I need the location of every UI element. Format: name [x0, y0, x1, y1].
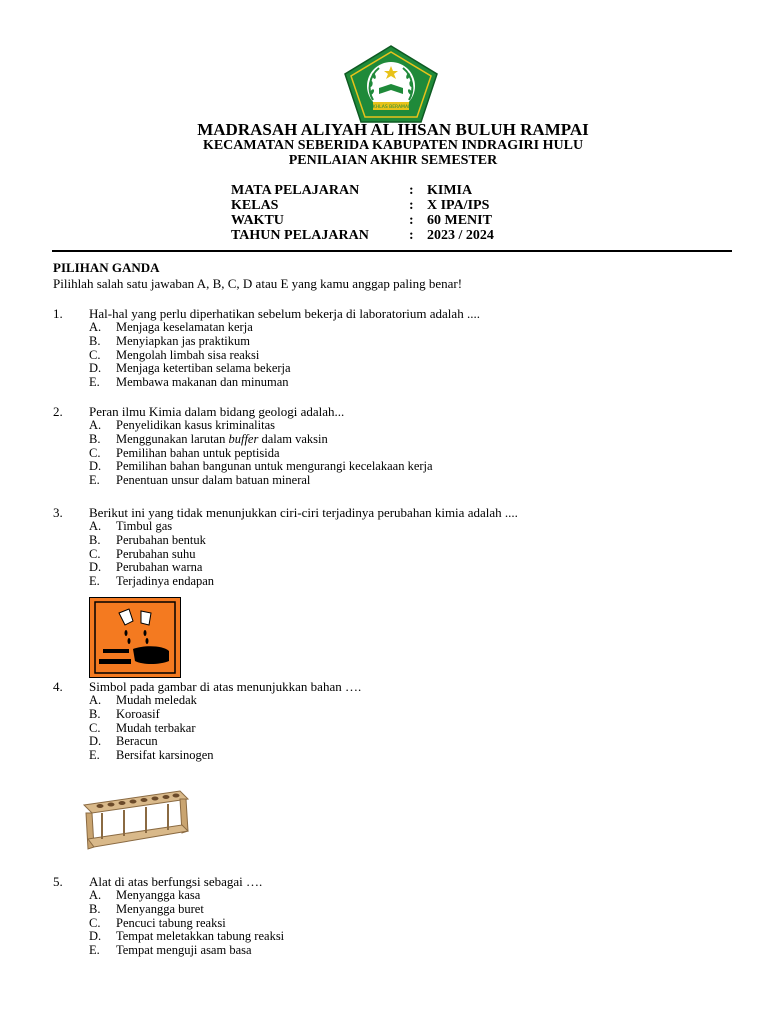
info-label: MATA PELAJARAN [231, 183, 360, 198]
option-letter: D. [89, 560, 102, 575]
question-number: 5. [53, 874, 63, 889]
header-divider [52, 250, 732, 252]
option-text: Tempat menguji asam basa [116, 943, 252, 958]
question-number: 2. [53, 404, 63, 419]
option-letter: D. [89, 734, 102, 749]
info-value: 2023 / 2024 [427, 228, 494, 243]
option-letter: B. [89, 431, 101, 446]
info-value: X IPA/IPS [427, 198, 490, 213]
option-text: Perubahan warna [116, 560, 203, 575]
option-text: Pencuci tabung reaksi [116, 915, 226, 930]
info-label: KELAS [231, 198, 279, 213]
option-text: Perubahan suhu [116, 546, 196, 561]
question-3 [53, 505, 733, 589]
corrosive-hazard-icon [89, 597, 181, 678]
info-value: KIMIA [427, 183, 473, 198]
district-name: KECAMATAN SEBERIDA KABUPATEN INDRAGIRI HULU [202, 138, 584, 153]
option-text: Timbul gas [116, 519, 173, 533]
option-text: Menjaga keselamatan kerja [116, 320, 253, 334]
option-a[interactable] [53, 520, 733, 534]
option-d[interactable] [53, 362, 733, 376]
option-text: Terjadinya endapan [116, 574, 215, 589]
option-b[interactable] [53, 903, 733, 917]
school-logo-icon [343, 44, 439, 124]
option-letter: C. [89, 546, 101, 561]
info-label: TAHUN PELAJARAN [231, 228, 369, 243]
question-4 [53, 679, 733, 763]
option-text: Tempat meletakkan tabung reaksi [116, 929, 285, 944]
option-letter: E. [89, 748, 100, 763]
question-2 [53, 404, 733, 488]
option-text: Menyiapkan jas praktikum [116, 333, 250, 348]
option-letter: A. [89, 888, 102, 902]
section-instruction: Pilihlah salah satu jawaban A, B, C, D atau E yang kamu anggap paling benar! [53, 276, 463, 291]
option-d[interactable] [53, 460, 733, 474]
option-text: Bersifat karsinogen [116, 748, 214, 763]
exam-title: PENILAIAN AKHIR SEMESTER [288, 153, 498, 168]
option-text: Menyangga kasa [116, 888, 201, 902]
option-d[interactable] [53, 930, 733, 944]
option-e[interactable] [53, 376, 733, 390]
option-text: Pemilihan bahan bangunan untuk mengurangi kecelakaan kerja [116, 459, 433, 474]
option-text: Penentuan unsur dalam batuan mineral [116, 473, 311, 488]
option-letter: D. [89, 459, 102, 474]
question-number: 3. [53, 505, 63, 520]
option-e[interactable] [53, 749, 733, 763]
option-letter: C. [89, 347, 101, 362]
option-letter: B. [89, 333, 101, 348]
option-d[interactable] [53, 561, 733, 575]
question-1 [53, 306, 733, 390]
option-text: Perubahan bentuk [116, 532, 206, 547]
info-value: 60 MENIT [427, 213, 492, 228]
option-letter: B. [89, 706, 101, 721]
option-letter: E. [89, 375, 100, 390]
option-c[interactable] [53, 447, 733, 461]
option-text: Mengolah limbah sisa reaksi [116, 347, 260, 362]
option-text: Menjaga ketertiban selama bekerja [116, 361, 291, 376]
option-e[interactable] [53, 944, 733, 958]
option-a[interactable] [53, 694, 733, 708]
section-title: PILIHAN GANDA [53, 260, 160, 275]
option-a[interactable] [53, 419, 733, 433]
option-text: Mudah meledak [116, 693, 197, 707]
option-text: Beracun [116, 734, 158, 749]
option-c[interactable] [53, 548, 733, 562]
option-letter: A. [89, 693, 102, 707]
question-text: Hal-hal yang perlu diperhatikan sebelum bekerja di laboratorium adalah .... [89, 306, 480, 321]
option-text-italic: buffer [228, 431, 259, 446]
option-text-post: dalam vaksin [258, 431, 328, 446]
option-letter: C. [89, 915, 101, 930]
option-letter: A. [89, 418, 102, 432]
option-b[interactable] [53, 534, 733, 548]
option-letter: D. [89, 361, 102, 376]
question-5 [53, 874, 733, 958]
option-e[interactable] [53, 474, 733, 488]
option-c[interactable] [53, 349, 733, 363]
option-letter: E. [89, 473, 100, 488]
option-c[interactable] [53, 917, 733, 931]
option-text: Membawa makanan dan minuman [116, 375, 289, 390]
option-text: Koroasif [116, 706, 160, 721]
option-a[interactable] [53, 321, 733, 335]
question-number: 4. [53, 679, 63, 694]
info-label: WAKTU [231, 213, 284, 228]
option-letter: B. [89, 901, 101, 916]
option-b[interactable] [53, 708, 733, 722]
question-text: Berikut ini yang tidak menunjukkan ciri-ciri terjadinya perubahan kimia adalah .... [89, 505, 518, 520]
option-text: Mudah terbakar [116, 720, 196, 735]
option-letter: E. [89, 574, 100, 589]
question-text: Alat di atas berfungsi sebagai …. [89, 874, 263, 889]
option-letter: C. [89, 720, 101, 735]
option-letter: A. [89, 519, 102, 533]
question-text: Simbol pada gambar di atas menunjukkan bahan …. [89, 679, 362, 694]
question-text: Peran ilmu Kimia dalam bidang geologi adalah... [89, 404, 345, 419]
option-text: Pemilihan bahan untuk peptisida [116, 445, 280, 460]
option-a[interactable] [53, 889, 733, 903]
info-colon: : [409, 198, 414, 213]
option-letter: D. [89, 929, 102, 944]
option-letter: A. [89, 320, 102, 334]
logo-banner-text: IKHLAS BERAMAL [371, 105, 411, 110]
option-letter: B. [89, 532, 101, 547]
option-text-pre: Menggunakan larutan [116, 431, 229, 446]
option-text: Menyangga buret [116, 901, 204, 916]
option-c[interactable] [53, 722, 733, 736]
school-name: MADRASAH ALIYAH AL IHSAN BULUH RAMPAI [197, 120, 589, 139]
info-colon: : [409, 183, 414, 198]
test-tube-rack-icon [76, 773, 197, 860]
question-number: 1. [53, 306, 63, 321]
info-colon: : [409, 213, 414, 228]
option-e[interactable] [53, 575, 733, 589]
option-d[interactable] [53, 735, 733, 749]
option-text: Penyelidikan kasus kriminalitas [116, 418, 276, 432]
option-b[interactable] [53, 433, 733, 447]
info-colon: : [409, 228, 414, 243]
option-text [116, 433, 328, 447]
option-letter: E. [89, 943, 100, 958]
option-b[interactable] [53, 335, 733, 349]
option-letter: C. [89, 445, 101, 460]
